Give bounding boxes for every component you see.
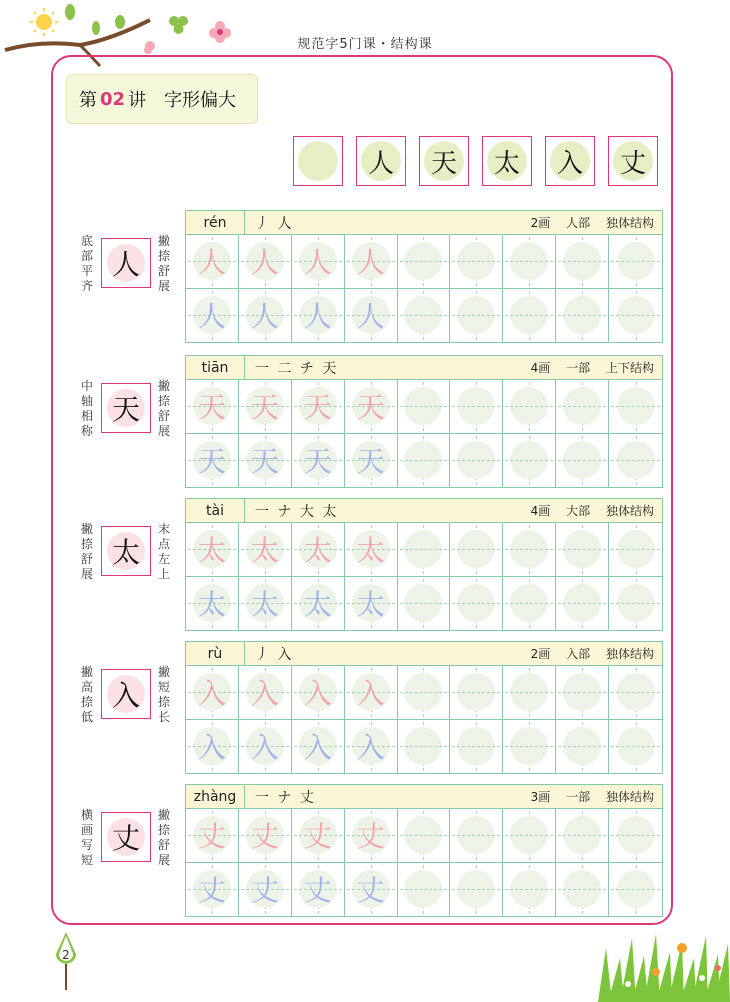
writing-cell[interactable]: 天 [292,380,345,434]
writing-cell[interactable] [450,666,503,720]
writing-cell[interactable] [398,523,451,577]
writing-cell[interactable] [609,666,662,720]
writing-cell[interactable]: 人 [186,289,239,343]
char-info-bar [185,784,663,809]
practice-grid [185,380,663,488]
writing-cell[interactable]: 入 [345,666,398,720]
writing-cell[interactable] [609,577,662,631]
writing-cell[interactable] [398,235,451,289]
writing-cell[interactable]: 太 [345,577,398,631]
writing-cell[interactable]: 太 [292,523,345,577]
writing-cell[interactable]: 天 [345,434,398,488]
writing-cell[interactable] [398,720,451,774]
char-practice-block [75,355,665,490]
stroke-count: 2画 [530,647,551,661]
writing-cell[interactable]: 天 [292,434,345,488]
stroke-order: 丿 人 [255,215,294,232]
left-note: 撇高捺低 [80,665,93,724]
stroke-order: 一 二 チ 天 [255,360,339,377]
left-note: 底部平齐 [80,234,93,293]
writing-cell[interactable] [398,434,451,488]
stroke-order: 一 ナ 大 太 [255,503,339,520]
writing-cell[interactable]: 天 [345,380,398,434]
preview-cell [293,136,343,186]
model-char: 天 [101,383,151,433]
writing-cell[interactable]: 入 [292,666,345,720]
lesson-topic: 字形偏大 [164,90,237,111]
writing-cell[interactable] [503,809,556,863]
char-meta [519,359,662,376]
writing-cell[interactable] [450,380,503,434]
char-meta [519,214,662,231]
writing-cell[interactable] [556,289,609,343]
writing-cell[interactable] [450,434,503,488]
char-meta [519,502,662,519]
writing-cell[interactable]: 人 [239,235,292,289]
writing-cell[interactable]: 太 [186,523,239,577]
char-practice-block [75,641,665,776]
lesson-prefix: 第 [79,90,97,111]
stroke-order: 丿 入 [255,646,294,663]
writing-cell[interactable] [503,434,556,488]
model-char: 入 [101,669,151,719]
stroke-order: 一 ナ 丈 [255,789,316,806]
writing-cell[interactable]: 丈 [345,863,398,917]
writing-cell[interactable] [609,289,662,343]
right-note: 撇捺舒展 [157,379,170,438]
writing-cell[interactable]: 人 [345,235,398,289]
lesson-suffix: 讲 [128,90,147,111]
writing-cell[interactable]: 丈 [345,809,398,863]
pinyin: zhàng [186,785,245,808]
stroke-count: 4画 [530,504,551,518]
model-char: 太 [101,526,151,576]
radical: 入部 [566,647,591,661]
writing-cell[interactable] [503,235,556,289]
writing-cell[interactable]: 入 [186,666,239,720]
writing-cell[interactable] [556,720,609,774]
structure: 独体结构 [605,504,654,518]
writing-cell[interactable]: 天 [186,380,239,434]
writing-cell[interactable] [450,863,503,917]
writing-cell[interactable]: 丈 [292,863,345,917]
writing-cell[interactable] [398,289,451,343]
writing-cell[interactable] [450,809,503,863]
writing-cell[interactable] [556,434,609,488]
radical: 大部 [566,504,591,518]
radical: 一部 [566,790,591,804]
model-char: 丈 [101,812,151,862]
writing-cell[interactable] [609,863,662,917]
preview-cell: 天 [419,136,469,186]
pinyin: tài [186,499,245,522]
writing-cell[interactable] [556,523,609,577]
radical: 人部 [566,216,591,230]
writing-cell[interactable]: 丈 [292,809,345,863]
char-meta [519,788,662,805]
writing-cell[interactable] [609,380,662,434]
stroke-count: 3画 [530,790,551,804]
pinyin: rén [186,211,245,234]
writing-cell[interactable]: 太 [292,577,345,631]
char-practice-block [75,784,665,919]
writing-cell[interactable] [450,235,503,289]
writing-cell[interactable]: 入 [186,720,239,774]
writing-cell[interactable] [556,577,609,631]
writing-cell[interactable] [503,863,556,917]
writing-cell[interactable] [503,720,556,774]
char-info-bar [185,210,663,235]
sun-icon [36,14,52,30]
writing-cell[interactable]: 太 [239,523,292,577]
writing-cell[interactable]: 入 [292,720,345,774]
right-note: 撇短捺长 [157,665,170,724]
writing-cell[interactable]: 丈 [239,809,292,863]
structure: 上下结构 [605,361,654,375]
preview-row [293,136,658,188]
writing-cell[interactable] [556,235,609,289]
practice-grid [185,666,663,774]
pinyin: rù [186,642,245,665]
writing-cell[interactable]: 人 [239,289,292,343]
structure: 独体结构 [605,647,654,661]
char-meta [519,645,662,662]
right-note: 撇捺舒展 [157,808,170,867]
writing-cell[interactable] [450,523,503,577]
writing-cell[interactable]: 太 [345,523,398,577]
writing-cell[interactable]: 天 [239,380,292,434]
left-note: 横画写短 [80,808,93,867]
writing-cell[interactable] [450,720,503,774]
writing-cell[interactable]: 人 [292,235,345,289]
lesson-number: 02 [100,88,126,110]
writing-cell[interactable] [398,809,451,863]
practice-grid [185,809,663,917]
writing-cell[interactable] [556,666,609,720]
writing-cell[interactable] [556,863,609,917]
writing-cell[interactable] [609,434,662,488]
writing-cell[interactable]: 丈 [186,863,239,917]
writing-cell[interactable]: 入 [345,720,398,774]
structure: 独体结构 [605,216,654,230]
char-info-bar [185,641,663,666]
char-info-bar [185,355,663,380]
structure: 独体结构 [605,790,654,804]
writing-cell[interactable] [398,863,451,917]
writing-cell[interactable] [503,523,556,577]
preview-cell: 入 [545,136,595,186]
writing-cell[interactable]: 丈 [186,809,239,863]
writing-cell[interactable] [503,577,556,631]
model-char: 人 [101,238,151,288]
writing-cell[interactable]: 人 [292,289,345,343]
writing-cell[interactable] [450,289,503,343]
writing-cell[interactable]: 人 [345,289,398,343]
writing-cell[interactable]: 天 [186,434,239,488]
char-info-bar [185,498,663,523]
writing-cell[interactable]: 入 [239,666,292,720]
practice-grid [185,235,663,343]
writing-cell[interactable] [609,720,662,774]
writing-cell[interactable] [556,809,609,863]
writing-cell[interactable] [503,289,556,343]
writing-cell[interactable]: 人 [186,235,239,289]
right-note: 撇捺舒展 [157,234,170,293]
preview-cell: 人 [356,136,406,186]
left-note: 中轴相称 [80,379,93,438]
preview-cell: 太 [482,136,532,186]
page-header: 规范字5门课・结构课 [297,37,433,52]
preview-cell: 丈 [608,136,658,186]
page-number: 2 [62,948,70,962]
lesson-title [66,74,258,124]
writing-cell[interactable] [503,380,556,434]
writing-cell[interactable] [609,809,662,863]
writing-cell[interactable]: 天 [239,434,292,488]
radical: 一部 [566,361,591,375]
grass-decoration [598,928,730,1002]
right-note: 末点左上 [157,522,170,581]
writing-cell[interactable]: 丈 [239,863,292,917]
writing-cell[interactable]: 太 [186,577,239,631]
writing-cell[interactable] [609,523,662,577]
writing-cell[interactable]: 太 [239,577,292,631]
char-practice-block [75,498,665,633]
writing-cell[interactable]: 入 [239,720,292,774]
writing-cell[interactable] [450,577,503,631]
pinyin: tiān [186,356,245,379]
writing-cell[interactable] [503,666,556,720]
writing-cell[interactable] [398,380,451,434]
writing-cell[interactable] [398,577,451,631]
left-note: 撇捺舒展 [80,522,93,581]
practice-grid [185,523,663,631]
char-practice-block [75,210,665,345]
writing-cell[interactable] [609,235,662,289]
writing-cell[interactable] [556,380,609,434]
stroke-count: 2画 [530,216,551,230]
stroke-count: 4画 [530,361,551,375]
writing-cell[interactable] [398,666,451,720]
